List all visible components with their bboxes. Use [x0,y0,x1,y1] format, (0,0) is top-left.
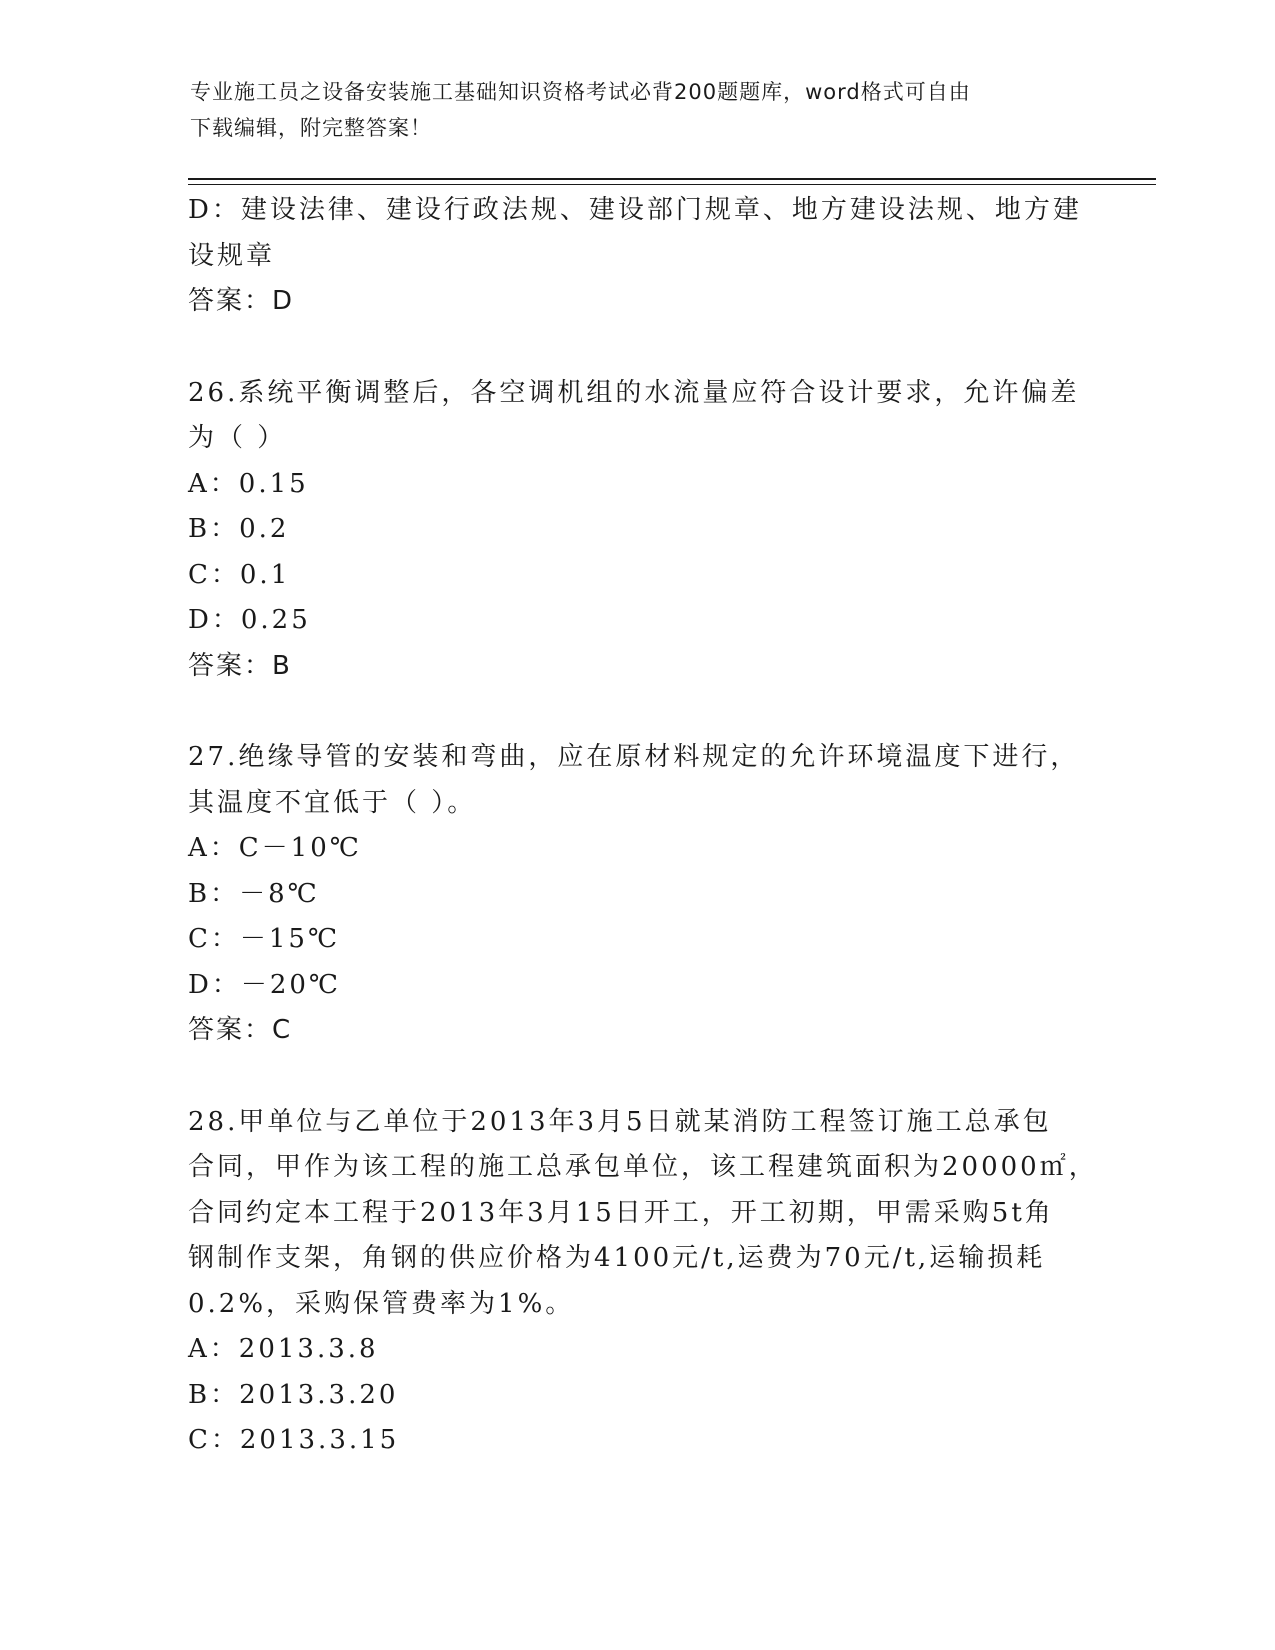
document-header [190,74,1090,146]
header-title-line-1: 专业施工员之设备安装施工基础知识资格考试必背200题题库，word格式可自由 [190,80,971,104]
spacer [188,325,1088,371]
q27-stem-line-1: 27.绝缘导管的安装和弯曲，应在原材料规定的允许环境温度下进行， [188,742,1080,772]
q25-option-d-line-1: D：建设法律、建设行政法规、建设部门规章、地方建设法规、地方建 [188,195,1082,225]
q26-answer: 答案：B [188,650,292,681]
header-divider-thick [188,178,1156,180]
q27-option-a: A：C－10℃ [188,833,362,863]
q26-option-b: B：0.2 [188,514,290,544]
header-divider-thin [188,184,1156,185]
header-title-line-2: 下载编辑，附完整答案！ [190,116,432,140]
q28-stem-line-1: 28.甲单位与乙单位于2013年3月5日就某消防工程签订施工总承包 [188,1106,1052,1137]
question-28 [188,1100,1098,1464]
q28-stem-line-4: 钢制作支架，角钢的供应价格为4100元/t,运费为70元/t,运输损耗 [188,1243,1046,1273]
q28-option-c: C：2013.3.15 [188,1425,400,1455]
q28-option-b: B：2013.3.20 [188,1379,399,1410]
q26-option-d: D：0.25 [188,605,311,635]
q26-option-c: C：0.1 [188,559,291,590]
question-27 [188,735,1088,1054]
q25-answer: 答案：D [188,286,295,316]
q27-option-c: C：－15℃ [188,924,341,954]
q27-stem-line-2: 其温度不宜低于（ ）。 [188,787,477,818]
q28-stem-line-3: 合同约定本工程于2013年3月15日开工，开工初期，甲需采购5t角 [188,1197,1054,1228]
q25-option-d-line-2: 设规章 [188,240,276,271]
spacer [188,1054,1088,1100]
q28-option-a: A：2013.3.8 [188,1334,379,1364]
q27-answer: 答案：C [188,1015,293,1045]
q26-stem-line-1: 26.系统平衡调整后，各空调机组的水流量应符合设计要求，允许偏差 [188,377,1080,408]
question-25-tail [188,188,1088,325]
question-content [188,188,1098,1464]
q28-stem-line-5: 0.2%，采购保管费率为1%。 [188,1288,575,1319]
q27-option-b: B：－8℃ [188,878,320,909]
q26-stem-line-2: 为（ ） [188,423,287,453]
spacer [188,689,1088,735]
question-26 [188,371,1088,690]
q28-stem-line-2: 合同，甲作为该工程的施工总承包单位，该工程建筑面积为20000㎡， [188,1152,1098,1182]
q26-option-a: A：0.15 [188,468,309,499]
q27-option-d: D：－20℃ [188,969,342,1000]
